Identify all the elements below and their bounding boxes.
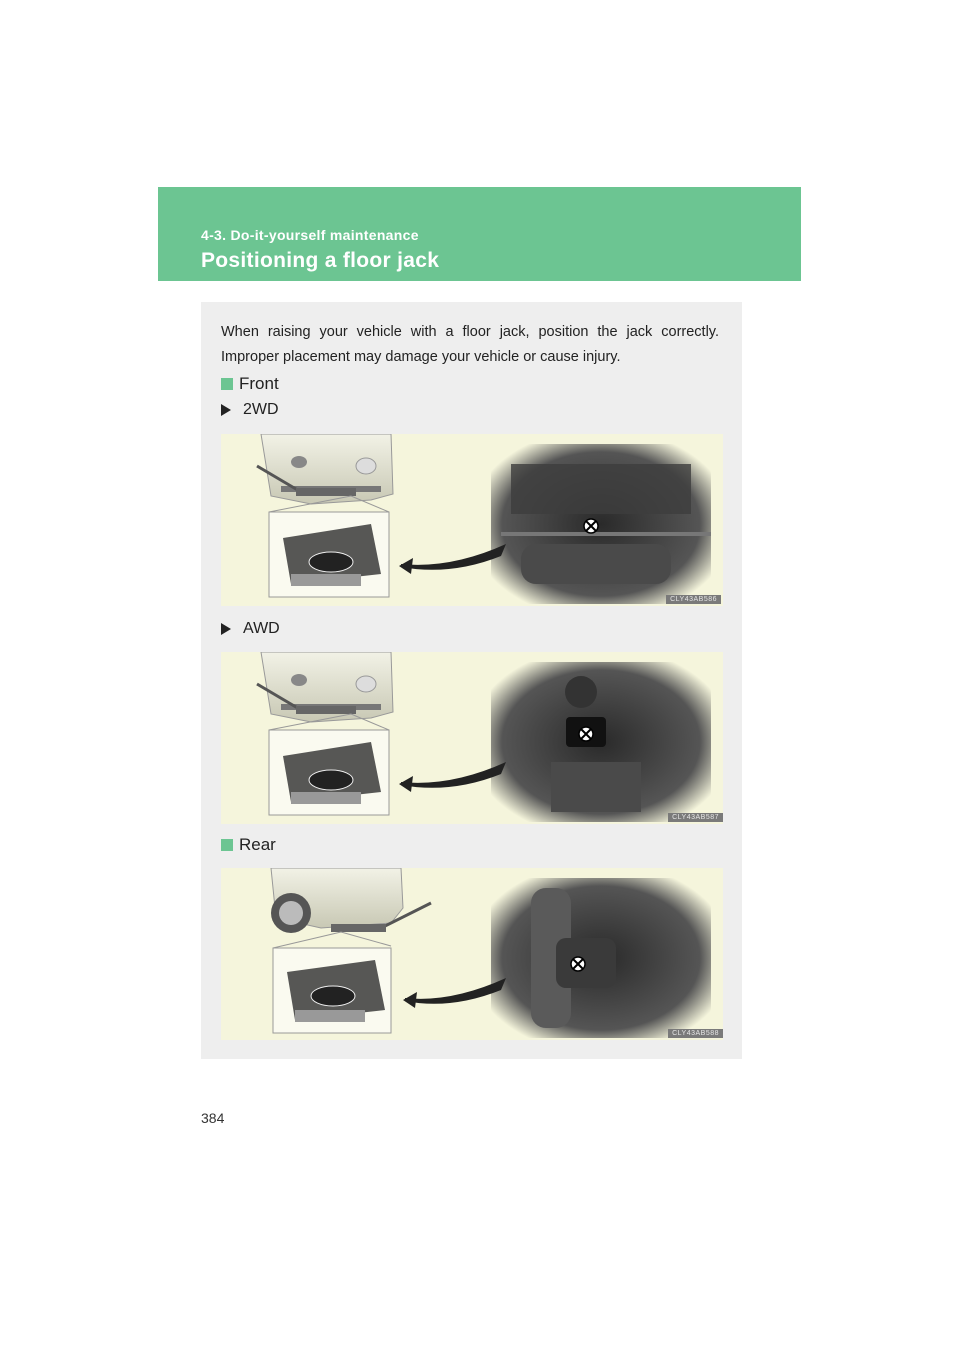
variant-2wd-heading [221, 401, 279, 419]
figure-front-2wd [221, 434, 723, 606]
pointer-arrow-icon [405, 978, 506, 1004]
square-bullet-icon [221, 839, 233, 851]
pointer-arrow-icon [401, 544, 506, 570]
section-header [158, 187, 801, 281]
triangle-bullet-icon [221, 623, 231, 635]
triangle-bullet-icon [221, 404, 231, 416]
pointer-arrow-icon [401, 762, 506, 788]
rear-heading [221, 835, 276, 855]
jack-point-icon [584, 519, 598, 533]
section-label: 4-3. Do-it-yourself maintenance [201, 227, 419, 243]
page-title: Positioning a floor jack [201, 249, 440, 272]
figure-code: CLY43AB588 [668, 1029, 723, 1038]
rear-illustration [221, 868, 723, 1040]
variant-awd-label: AWD [243, 620, 280, 637]
front-label: Front [239, 374, 279, 393]
front-awd-illustration [221, 652, 723, 824]
front-2wd-illustration [221, 434, 723, 606]
variant-2wd-label: 2WD [243, 401, 279, 418]
figure-front-awd [221, 652, 723, 824]
figure-code: CLY43AB587 [668, 813, 723, 822]
rear-label: Rear [239, 835, 276, 854]
square-bullet-icon [221, 378, 233, 390]
front-heading [221, 374, 279, 394]
page-number: 384 [201, 1110, 225, 1126]
figure-rear [221, 868, 723, 1040]
figure-code: CLY43AB586 [666, 595, 721, 604]
intro-text: When raising your vehicle with a floor jack, position the jack correctly. Improper placement may damage your vehicle or cause injury. [221, 324, 719, 365]
jack-point-icon [579, 727, 593, 741]
content-box [201, 302, 742, 1059]
jack-point-icon [571, 957, 585, 971]
variant-awd-heading [221, 620, 280, 638]
